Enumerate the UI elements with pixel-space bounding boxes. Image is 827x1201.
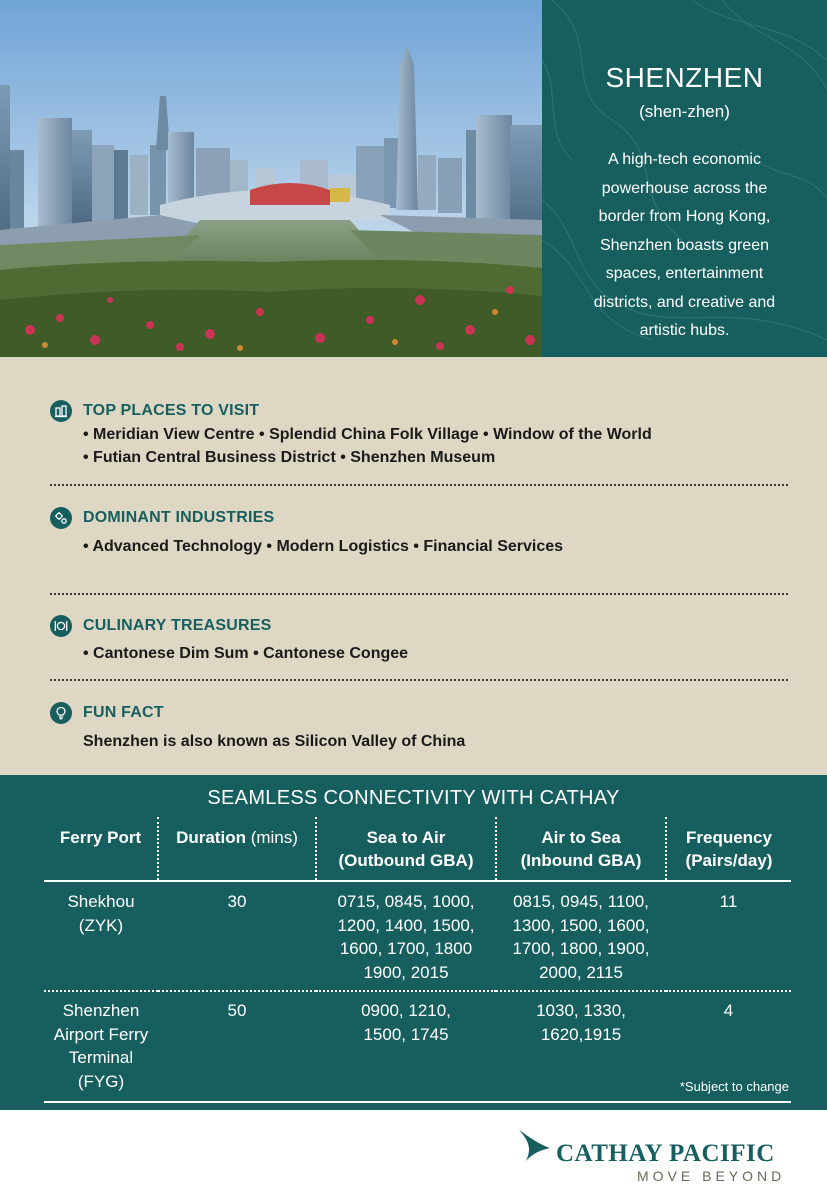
- header-section: [0, 0, 827, 357]
- sea-to-air-cell: 0715, 0845, 1000, 1200, 1400, 1500, 1600, 1700, 1800 1900, 2015: [316, 881, 496, 991]
- ferry-port-cell: Shekhou (ZYK): [44, 881, 158, 991]
- section-text: • Cantonese Dim Sum • Cantonese Congee: [83, 645, 409, 662]
- description-line: powerhouse across the: [601, 179, 768, 197]
- top-places-section: [50, 399, 790, 469]
- brand-tagline: MOVE BEYOND: [637, 1168, 786, 1184]
- duration-cell: 50: [158, 991, 316, 1102]
- skyline-illustration: [0, 0, 542, 357]
- section-title: TOP PLACES TO VISIT: [83, 402, 260, 419]
- city-info-section: [0, 357, 827, 775]
- city-skyline-photo: [0, 0, 542, 357]
- column-header-frequency: Frequency (Pairs/day): [666, 817, 791, 881]
- description-line: districts, and creative and: [593, 293, 776, 311]
- section-text: • Futian Central Business District • Shenzhen Museum: [83, 449, 496, 466]
- industries-section: [50, 506, 790, 558]
- description-line: spaces, entertainment: [605, 265, 764, 282]
- plate-cutlery-icon: [50, 615, 72, 637]
- ferry-port-cell: Shenzhen Airport Ferry Terminal (FYG): [44, 991, 158, 1102]
- dotted-divider: [50, 593, 788, 595]
- section-text: Shenzhen is also known as Silicon Valley of China: [83, 733, 466, 750]
- section-text: • Meridian View Centre • Splendid China Folk Village • Window of the World: [83, 426, 652, 443]
- brushwing-logo-icon: [516, 1126, 552, 1164]
- column-header-duration: Duration (mins): [158, 817, 316, 881]
- brand-name: CATHAY PACIFIC: [556, 1140, 775, 1167]
- pronunciation: (shen-zhen): [639, 102, 730, 121]
- ferry-schedule-table: [44, 817, 791, 1103]
- description-line: border from Hong Kong,: [598, 208, 771, 225]
- column-header-air-to-sea: Air to Sea (Inbound GBA): [496, 817, 666, 881]
- landmark-icon: [50, 400, 72, 422]
- section-title: CULINARY TREASURES: [83, 617, 272, 634]
- sea-to-air-cell: 0900, 1210, 1500, 1745: [316, 991, 496, 1102]
- description-line: Shenzhen boasts green: [599, 236, 769, 254]
- frequency-cell: 4: [666, 991, 791, 1102]
- culinary-section: [50, 614, 790, 665]
- description-line: artistic hubs.: [639, 322, 730, 339]
- table-header-row: [44, 817, 791, 881]
- gears-icon: [50, 507, 72, 529]
- description-line: A high-tech economic: [608, 151, 761, 168]
- frequency-cell: 11: [666, 881, 791, 991]
- table-row: [44, 881, 791, 991]
- air-to-sea-cell: 0815, 0945, 1100, 1300, 1500, 1600, 1700, 1800, 1900, 2000, 2115: [496, 881, 666, 991]
- connectivity-title: SEAMLESS CONNECTIVITY WITH CATHAY: [207, 787, 620, 809]
- dotted-divider: [50, 484, 788, 486]
- section-title: FUN FACT: [83, 704, 164, 721]
- section-text: • Advanced Technology • Modern Logistics • Financial Services: [83, 538, 564, 555]
- lightbulb-icon: [50, 702, 72, 724]
- footer: [0, 1110, 827, 1201]
- fun-fact-section: [50, 701, 790, 753]
- connectivity-section: [0, 775, 827, 1110]
- dotted-divider: [50, 679, 788, 681]
- duration-cell: 30: [158, 881, 316, 991]
- air-to-sea-cell: 1030, 1330, 1620,1915: [496, 991, 666, 1102]
- subject-to-change-note: *Subject to change: [679, 1079, 789, 1094]
- city-description: [572, 146, 797, 346]
- city-intro-panel: [542, 0, 827, 357]
- section-title: DOMINANT INDUSTRIES: [83, 509, 275, 526]
- column-header-ferry-port: Ferry Port: [44, 817, 158, 881]
- city-title: SHENZHEN: [605, 62, 764, 93]
- column-header-sea-to-air: Sea to Air (Outbound GBA): [316, 817, 496, 881]
